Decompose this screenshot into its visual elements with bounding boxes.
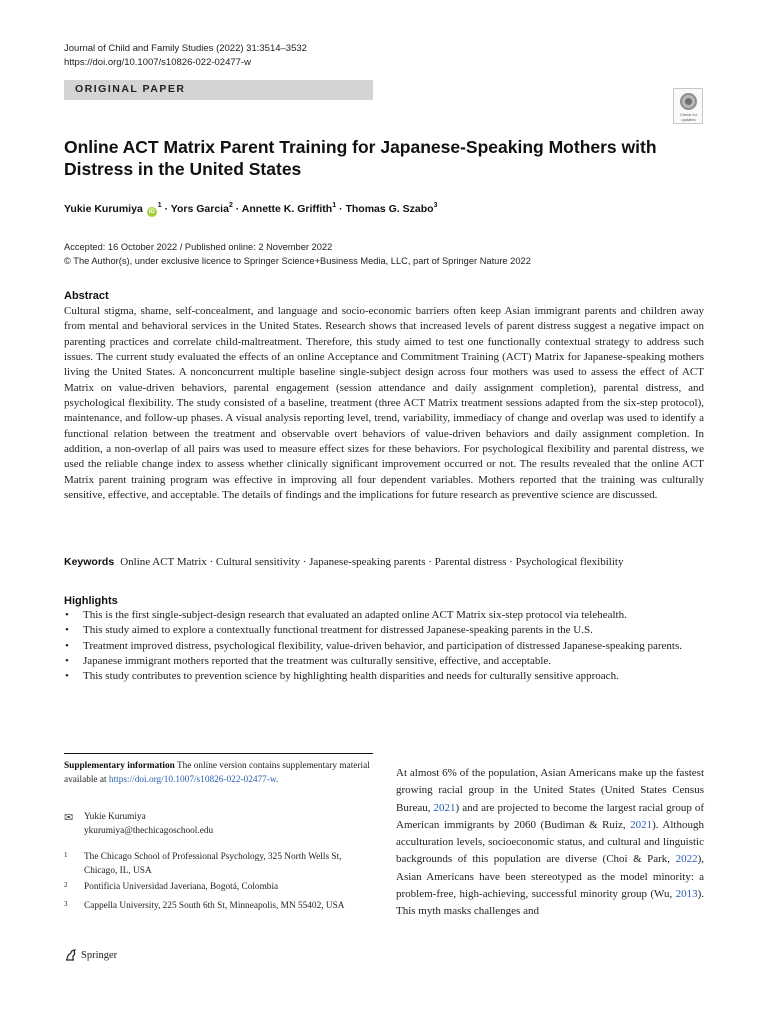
citation-link[interactable]: 2021 (433, 801, 456, 814)
affiliation-2 (64, 880, 373, 894)
author-separator: · (232, 203, 242, 215)
highlight-item: • Japanese immigrant mothers reported that the treatment was culturally sensitive, effective, and acceptable. (64, 654, 704, 669)
body-text: ). This myth masks challenges and (396, 888, 704, 918)
author-affiliation-mark: 1 (332, 202, 337, 209)
article-title: Online ACT Matrix Parent Training for Japanese-Speaking Mothers with Distress in the United States (64, 137, 657, 179)
author-name[interactable]: Thomas G. Szabo (345, 203, 434, 215)
journal-doi[interactable]: https://doi.org/10.1007/s10826-022-02477-w (64, 57, 251, 68)
check-updates-label: Check for updates (679, 112, 698, 122)
supplementary-text: The online version contains supplementary material available at (64, 761, 370, 785)
author-name[interactable]: Annette K. Griffith (241, 203, 333, 215)
affiliation-number: 2 (64, 881, 68, 889)
supplementary-link[interactable]: https://doi.org/10.1007/s10826-022-02477-w (108, 775, 277, 785)
highlights-list (64, 608, 704, 685)
citation-link[interactable]: 2021 (630, 818, 653, 831)
affiliation-text: Pontificia Universidad Javeriana, Bogotá, Colombia (84, 882, 279, 892)
highlight-item: • This study contributes to prevention science by highlighting health disparities and needs for culturally sensitive approach. (64, 669, 704, 684)
copyright-line: © The Author(s), under exclusive licence to Springer Science+Business Media, LLC, part of Springer Nature 2022 (64, 256, 531, 266)
correspondence-email[interactable]: ykurumiya@thechicagoschool.edu (84, 826, 214, 836)
author-name[interactable]: Yors Garcia (170, 203, 229, 215)
abstract-text: Cultural stigma, shame, self-concealment, and language and socio-economic barriers often keep Asian immigrant parents and children away from mental and behavioral services in the United States. Research shows that increased levels of parent distress suggest a negative impact on parenting practices and correlate child-maltreatment. Therefore, this study aimed to test one functionally contextual strategy to address such issues. The current study evaluated the effects of an online Acceptance and Commitment Training (ACT) Matrix for Japanese-speaking mothers living the United States. A nonconcurrent multiple baseline single-subject design across four mothers was used to assess the effect of ACT Matrix on value-driven behaviors, parental engagement (session attendance and daily assignment completion), parental distress, and psychological flexibility. The study consisted of a baseline, treatment (three ACT Matrix treatment sessions adapted from the six-step protocol), maintenance, and follow-up phases. A visual analysis reporting level, trend, variability, immediacy of change and overlap was used to identify a functional relation between the treatment and observable overt behaviors of value-driven behaviors and daily assignment completion. In addition, a non-overlap of all pairs was used to measure effect sizes for these behaviors. For psychological flexibility and parental distress, we used the reliable change index to assess whether clinically significant improvement occurred or not. The results revealed that the online ACT Matrix parent training program was effective in improving all four dependent variables. Mothers reported that the training was culturally sensitive, effective, and acceptable. The details of findings and the implications for future research as preventive science are discussed. (64, 305, 704, 502)
paper-type-label: ORIGINAL PAPER (75, 83, 186, 95)
affiliation-3 (64, 899, 373, 913)
author-list (64, 202, 437, 217)
citation-link[interactable]: 2013 (675, 888, 698, 901)
supplementary-end: . (276, 775, 279, 785)
author-separator: · (161, 203, 171, 215)
author-separator: · (336, 203, 346, 215)
highlights-heading: Highlights (64, 595, 118, 607)
author-affiliation-mark: 2 (228, 202, 233, 209)
keywords-line (64, 556, 623, 568)
footnote-divider (64, 753, 373, 754)
body-paragraph (396, 765, 704, 921)
highlight-item: • This is the first single-subject-design research that evaluated an adapted online ACT Matrix six-step protocol via telehealth. (64, 608, 704, 623)
journal-citation: Journal of Child and Family Studies (2022) 31:3514–3532 (64, 43, 307, 54)
publisher-logo (64, 948, 117, 962)
affiliation-text: Cappella University, 225 South 6th St, Minneapolis, MN 55402, USA (84, 901, 345, 911)
affiliation-text: The Chicago School of Professional Psychology, 325 North Wells St, Chicago, IL, USA (84, 852, 342, 876)
envelope-icon: ✉ (64, 812, 74, 824)
affiliation-number: 1 (64, 851, 68, 859)
body-text: ) and are projected to become the largest racial group of American immigrants by 2060 (Budiman & Ruiz, (396, 801, 705, 831)
highlight-item: • This study aimed to explore a contextually functional treatment for distressed Japanese-speaking parents in the U.S. (64, 623, 704, 638)
correspondence-name: Yukie Kurumiya (84, 812, 146, 822)
abstract-heading: Abstract (64, 290, 109, 302)
body-text: ). Although acculturation levels, socioeconomic status, and cultural and linguistic backgrounds of this population are diverse (Choi & Park, (396, 818, 704, 866)
author-affiliation-mark: 3 (433, 202, 438, 209)
affiliation-number: 3 (64, 900, 68, 908)
publication-dates: Accepted: 16 October 2022 / Published online: 2 November 2022 (64, 242, 333, 252)
keywords-list: Online ACT Matrix · Cultural sensitivity · Japanese-speaking parents · Parental distress · Psychological flexibility (120, 556, 624, 568)
supplementary-note (64, 759, 373, 787)
publisher-name: Springer (81, 949, 118, 961)
correspondence (64, 810, 373, 838)
body-text: ), Asian Americans have been stereotyped as the model minority: a problem-free, high-achieving, successful minority group (Wu, (396, 853, 704, 901)
check-for-updates-badge[interactable] (673, 88, 703, 124)
author-affiliation-mark: 1 (157, 202, 162, 209)
journal-header (64, 42, 307, 70)
orcid-icon[interactable]: iD (148, 209, 155, 215)
supplementary-label: Supplementary information (64, 761, 175, 771)
publication-info (64, 240, 531, 268)
highlight-item: • Treatment improved distress, psychological flexibility, value-driven behavior, and participation of distressed Japanese-speaking parents. (64, 639, 704, 654)
body-text: At almost 6% of the population, Asian Americans make up the fastest growing racial group in the United States (United States Census Bureau, (396, 767, 704, 814)
citation-link[interactable]: 2022 (675, 853, 698, 866)
keywords-heading: Keywords (64, 556, 115, 568)
springer-horse-icon (64, 948, 78, 962)
check-updates-icon (680, 93, 697, 110)
author-name[interactable]: Yukie Kurumiya (64, 203, 143, 215)
affiliation-1 (64, 850, 373, 878)
